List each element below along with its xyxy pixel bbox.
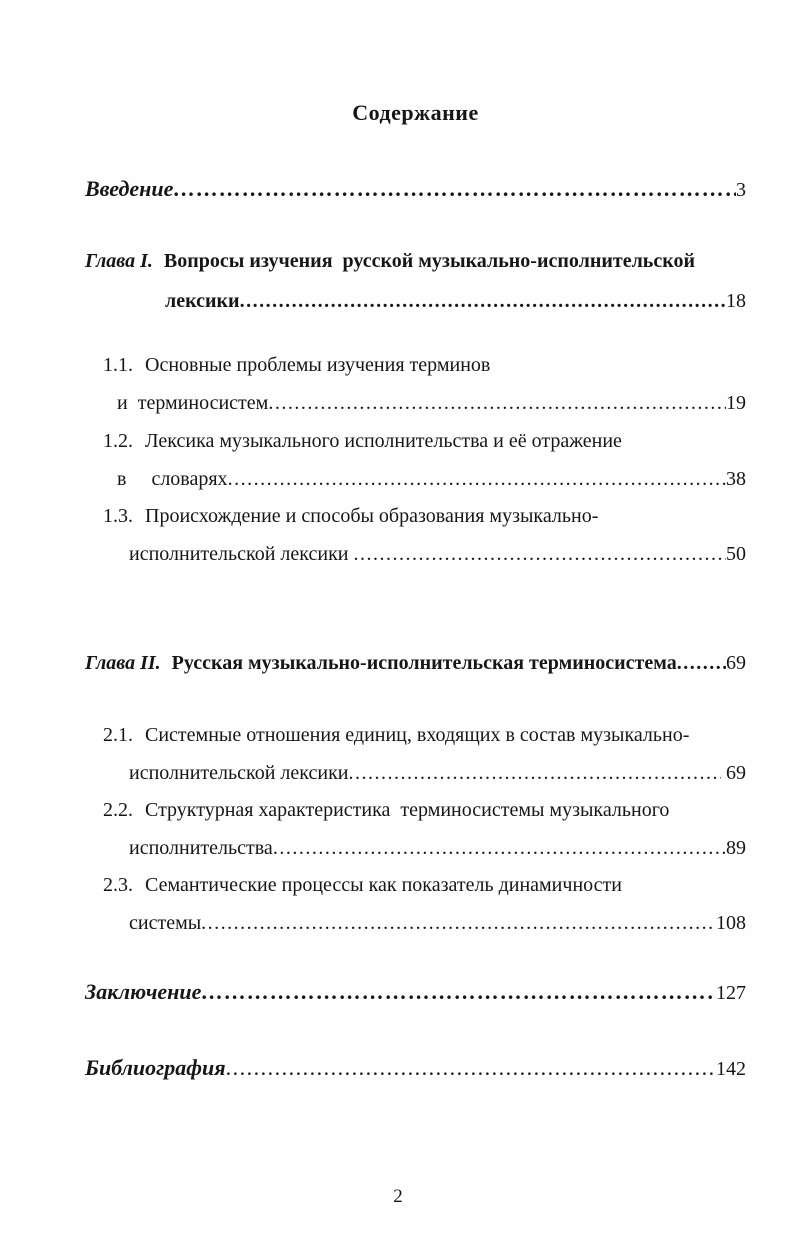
toc-entry-1-1 [85,353,746,378]
toc-page-number: 69 [721,762,746,784]
toc-entry-1-3-continuation [85,542,746,567]
dot-leader [268,391,726,416]
toc-entry-1-2 [85,429,746,454]
section-title-text: в словарях [117,468,228,490]
section-number: 1.1. [103,354,133,376]
toc-entry-label: Заключение [85,979,202,1004]
section-title-text: Лексика музыкального исполнительства и её отражение [145,430,622,452]
toc-entry-label: Введение [85,176,174,201]
toc-entry-1-1-continuation [85,391,746,416]
toc-entry-2-1-continuation [85,761,746,786]
dot-leader [201,979,716,1004]
dot-leader [273,836,726,861]
chapter-title-text: Вопросы изучения русской музыкально-исполнительской [163,250,696,272]
chapter-number-label: Глава II. [85,652,161,674]
dot-leader [348,761,721,786]
page-title: Содержание [352,100,479,125]
chapter-title-text: лексики [165,290,240,312]
section-number: 2.3. [103,874,133,896]
toc-page-number: 38 [726,468,746,490]
toc-page-number: 127 [716,982,746,1004]
toc-entry-2-3 [85,873,746,898]
footer-page-number: 2 [393,1186,403,1207]
section-number: 2.1. [103,724,133,746]
dot-leader [353,542,726,567]
chapter-number-label: Глава I. [85,250,153,272]
dot-leader [228,467,726,492]
toc-entry-2-3-continuation [85,911,746,936]
toc-entry-1-2-continuation [85,467,746,492]
dot-leader [226,1055,716,1080]
toc-page-number: 69 [726,652,746,674]
toc-page-number: 89 [726,837,746,859]
toc-page-number: 142 [716,1058,746,1080]
section-title-text: Основные проблемы изучения терминов [145,354,491,376]
toc-page-number: 108 [716,912,746,934]
toc-entry-chapter-1 [85,249,746,274]
toc-entry-bibliography [85,1055,746,1082]
section-title-text: системы [129,912,202,934]
toc [85,0,746,1082]
toc-entry-2-2-continuation [85,836,746,861]
section-title-text: Происхождение и способы образования музыкально- [145,505,599,527]
toc-entry-chapter-1-continuation [85,289,746,314]
chapter-title-text: Русская музыкально-исполнительская терминосистема [171,652,677,674]
toc-page-number: 18 [726,290,746,312]
dot-leader [173,176,736,201]
toc-entry-introduction [85,176,746,203]
toc-entry-chapter-2 [85,651,746,676]
dot-leader [677,651,726,676]
section-title-text: и терминосистем [117,392,269,414]
toc-page-number: 19 [726,392,746,414]
section-title-text: Структурная характеристика терминосистемы музыкального [145,799,670,821]
section-number: 1.2. [103,430,133,452]
toc-entry-conclusion [85,979,746,1006]
toc-page-number: 50 [726,543,746,565]
toc-entry-1-3 [85,504,746,529]
toc-entry-2-2 [85,798,746,823]
toc-page-number: 3 [736,179,746,201]
section-title-text: исполнительской лексики [129,543,354,565]
section-number: 2.2. [103,799,133,821]
dot-leader [240,289,726,314]
toc-entry-label: Библиография [85,1055,226,1080]
section-title-text: исполнительства [129,837,273,859]
section-title-text: Системные отношения единиц, входящих в состав музыкально- [145,724,690,746]
dot-leader [201,911,716,936]
section-number: 1.3. [103,505,133,527]
section-title-text: исполнительской лексики [129,762,349,784]
toc-entry-2-1 [85,723,746,748]
section-title-text: Семантические процессы как показатель динамичности [145,874,622,896]
